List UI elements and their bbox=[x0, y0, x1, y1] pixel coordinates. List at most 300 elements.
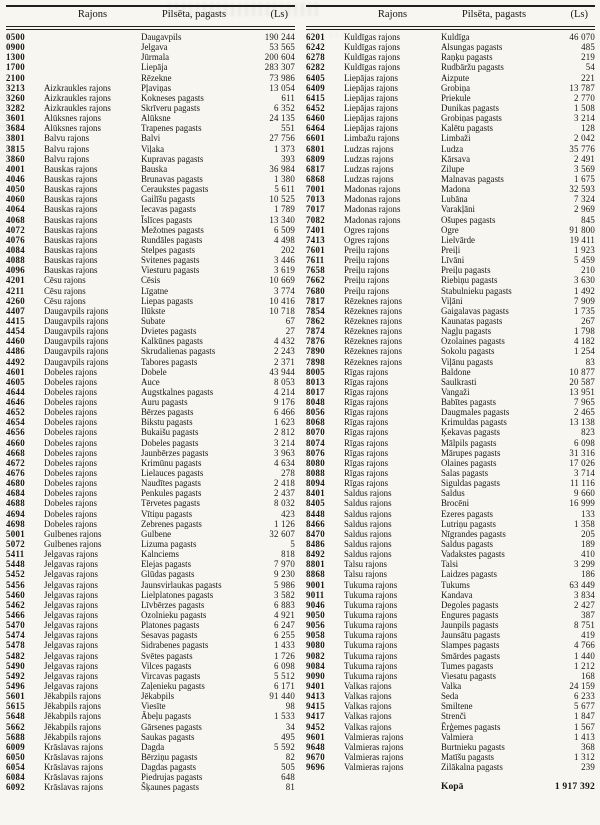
cell-code: 8088 bbox=[306, 468, 325, 479]
cell-amount: 54 bbox=[585, 62, 595, 73]
cell-rajons: Dobeles rajons bbox=[44, 488, 97, 499]
cell-code: 8801 bbox=[306, 559, 325, 570]
cell-rajons: Alūksnes rajons bbox=[44, 113, 101, 124]
table-row bbox=[306, 590, 595, 600]
cell-code: 3815 bbox=[6, 143, 25, 154]
cell-rajons: Rīgas rajons bbox=[344, 427, 389, 438]
cell-pilseta: Engures pagasts bbox=[441, 610, 499, 621]
cell-rajons: Valmieras rajons bbox=[344, 731, 404, 742]
cell-code: 7890 bbox=[306, 346, 325, 357]
cell-code: 9090 bbox=[306, 670, 325, 681]
cell-code: 9056 bbox=[306, 620, 325, 631]
cell-code: 4211 bbox=[6, 285, 25, 296]
cell-amount: 210 bbox=[581, 265, 595, 276]
cell-amount: 133 bbox=[581, 508, 595, 519]
cell-pilseta: Jēkabpils bbox=[141, 691, 175, 702]
cell-pilseta: Ābeļu pagasts bbox=[141, 711, 192, 722]
cell-rajons: Dobeles rajons bbox=[44, 386, 97, 397]
cell-amount: 845 bbox=[581, 214, 595, 225]
cell-code: 4644 bbox=[6, 386, 25, 397]
cell-pilseta: Degoles pagasts bbox=[441, 599, 499, 610]
cell-amount: 5 677 bbox=[574, 701, 595, 712]
table-row bbox=[6, 184, 295, 194]
cell-pilseta: Ērģemes pagasts bbox=[441, 721, 501, 732]
table-row bbox=[306, 275, 595, 285]
column-header-pilseta: Pilsēta, pagasts bbox=[161, 9, 227, 20]
cell-amount: 1 533 bbox=[274, 711, 295, 722]
cell-pilseta: Auce bbox=[141, 376, 160, 387]
cell-code: 0500 bbox=[6, 32, 25, 42]
table-row bbox=[306, 620, 595, 630]
table-header-row bbox=[6, 5, 295, 30]
cell-rajons: Valkas rajons bbox=[344, 721, 392, 732]
cell-code: 8068 bbox=[306, 417, 325, 428]
cell-rajons: Bauskas rajons bbox=[44, 265, 98, 276]
table-row bbox=[6, 742, 295, 752]
cell-pilseta: Platones pagasts bbox=[141, 620, 200, 631]
cell-code: 6092 bbox=[6, 782, 25, 793]
cell-amount: 128 bbox=[581, 123, 595, 134]
cell-amount: 7 970 bbox=[274, 559, 295, 570]
cell-rajons bbox=[44, 42, 141, 52]
cell-rajons: Bauskas rajons bbox=[44, 224, 98, 235]
cell-code: 9648 bbox=[306, 741, 325, 752]
cell-pilseta: Ilūkste bbox=[141, 305, 166, 316]
cell-amount: 4 432 bbox=[274, 336, 295, 347]
cell-rajons: Tukuma rajons bbox=[344, 640, 398, 651]
table-row bbox=[6, 549, 295, 559]
cell-amount: 283 307 bbox=[264, 62, 295, 73]
cell-amount: 5 bbox=[290, 539, 295, 550]
table-row bbox=[306, 215, 595, 225]
cell-amount: 53 565 bbox=[269, 42, 295, 53]
cell-code: 5411 bbox=[6, 549, 25, 560]
cell-code: 4698 bbox=[6, 518, 25, 529]
cell-amount: 5 459 bbox=[574, 255, 595, 266]
table-row bbox=[6, 630, 295, 640]
cell-rajons: Jelgavas rajons bbox=[44, 670, 98, 681]
table-row bbox=[6, 762, 295, 772]
cell-rajons: Rīgas rajons bbox=[344, 437, 389, 448]
table-row bbox=[6, 701, 295, 711]
table-row bbox=[6, 326, 295, 336]
cell-rajons: Jēkabpils rajons bbox=[44, 691, 101, 702]
cell-pilseta: Ogre bbox=[441, 224, 459, 235]
cell-pilseta: Līgatne bbox=[141, 285, 169, 296]
cell-pilseta: Krimūnu pagasts bbox=[141, 457, 202, 468]
table-row bbox=[6, 752, 295, 762]
table-row bbox=[6, 559, 295, 569]
cell-code: 6601 bbox=[306, 133, 325, 144]
cell-code: 5452 bbox=[6, 569, 25, 580]
cell-amount: 1 923 bbox=[574, 244, 595, 255]
cell-pilseta: Gaigalavas pagasts bbox=[441, 305, 509, 316]
cell-rajons: Dobeles rajons bbox=[44, 508, 97, 519]
table-row bbox=[306, 549, 595, 559]
cell-code: 6405 bbox=[306, 72, 325, 83]
table-row bbox=[6, 164, 295, 174]
table-row bbox=[6, 346, 295, 356]
cell-amount: 19 411 bbox=[569, 234, 595, 245]
table-row bbox=[306, 164, 595, 174]
table-row bbox=[306, 752, 595, 762]
cell-amount: 1 440 bbox=[574, 650, 595, 661]
cell-pilseta: Naudītes pagasts bbox=[141, 478, 201, 489]
cell-rajons: Dobeles rajons bbox=[44, 366, 97, 377]
cell-pilseta: Preiļi bbox=[441, 244, 461, 255]
cell-rajons: Jelgavas rajons bbox=[44, 650, 98, 661]
table-row bbox=[6, 204, 295, 214]
cell-rajons: Krāslavas rajons bbox=[44, 772, 103, 783]
cell-rajons: Preiļu rajons bbox=[344, 285, 390, 296]
cell-amount: 168 bbox=[581, 670, 595, 681]
cell-rajons: Valmieras rajons bbox=[344, 751, 404, 762]
cell-rajons: Dobeles rajons bbox=[44, 478, 97, 489]
cell-pilseta: Saukas pagasts bbox=[141, 731, 195, 742]
cell-amount: 239 bbox=[581, 762, 595, 773]
cell-amount: 3 619 bbox=[274, 265, 295, 276]
cell-code: 4050 bbox=[6, 184, 25, 195]
cell-pilseta: Talsi bbox=[441, 559, 459, 570]
cell-rajons: Liepājas rajons bbox=[344, 72, 398, 83]
cell-rajons: Valmieras rajons bbox=[344, 762, 404, 773]
cell-rajons: Balvu rajons bbox=[44, 143, 90, 154]
cell-rajons: Daugavpils rajons bbox=[44, 326, 109, 337]
cell-code: 4072 bbox=[6, 224, 25, 235]
cell-pilseta: Līvāni bbox=[441, 255, 465, 266]
cell-amount: 91 440 bbox=[269, 691, 295, 702]
cell-code: 7013 bbox=[306, 194, 325, 205]
cell-code: 4096 bbox=[6, 265, 25, 276]
table-body-left bbox=[6, 32, 295, 793]
cell-rajons: Saldus rajons bbox=[344, 528, 392, 539]
cell-code: 7413 bbox=[306, 234, 325, 245]
table-row bbox=[306, 245, 595, 255]
cell-rajons: Bauskas rajons bbox=[44, 194, 98, 205]
cell-rajons: Aizkraukles rajons bbox=[44, 92, 111, 103]
cell-rajons: Rīgas rajons bbox=[344, 407, 389, 418]
cell-rajons bbox=[44, 52, 141, 62]
cell-pilseta: Brocēni bbox=[441, 498, 470, 509]
cell-pilseta: Varakļāni bbox=[441, 204, 476, 215]
cell-rajons: Rīgas rajons bbox=[344, 397, 389, 408]
cell-rajons: Tukuma rajons bbox=[344, 599, 398, 610]
cell-code: 6278 bbox=[306, 52, 325, 63]
cell-rajons: Jēkabpils rajons bbox=[44, 731, 101, 742]
cell-pilseta: Saldus pagasts bbox=[441, 539, 494, 550]
cell-pilseta: Kalnciems bbox=[141, 549, 179, 560]
table-row bbox=[306, 468, 595, 478]
cell-code: 4486 bbox=[6, 346, 25, 357]
cell-pilseta: Zaļenieku pagasts bbox=[141, 681, 205, 691]
cell-code: 4672 bbox=[6, 457, 25, 468]
table-row bbox=[306, 448, 595, 458]
cell-amount: 6 352 bbox=[274, 102, 295, 113]
cell-rajons: Preiļu rajons bbox=[344, 244, 390, 255]
cell-amount: 186 bbox=[581, 569, 595, 580]
cell-rajons: Jelgavas rajons bbox=[44, 559, 98, 570]
table-row bbox=[6, 133, 295, 143]
cell-code: 7862 bbox=[306, 315, 325, 326]
cell-code: 7082 bbox=[306, 214, 325, 225]
table-row bbox=[306, 661, 595, 671]
cell-amount: 3 834 bbox=[574, 589, 595, 600]
cell-pilseta: Auru pagasts bbox=[141, 397, 188, 408]
cell-amount: 46 070 bbox=[569, 32, 595, 42]
cell-rajons: Tukuma rajons bbox=[344, 630, 398, 641]
cell-amount: 73 986 bbox=[269, 72, 295, 83]
cell-pilseta: Lizuma pagasts bbox=[141, 539, 197, 550]
cell-rajons: Rēzeknes rajons bbox=[344, 315, 402, 326]
cell-code: 9050 bbox=[306, 610, 325, 621]
cell-pilseta: Lubāna bbox=[441, 194, 468, 205]
cell-pilseta: Vangaži bbox=[441, 386, 470, 397]
cell-pilseta: Viesatu pagasts bbox=[441, 670, 496, 681]
cell-rajons: Ogres rajons bbox=[344, 234, 390, 245]
cell-code: 9415 bbox=[306, 701, 325, 712]
cell-rajons: Tukuma rajons bbox=[344, 589, 398, 600]
cell-amount: 81 bbox=[285, 782, 295, 793]
cell-amount: 1 735 bbox=[574, 305, 595, 316]
table-row bbox=[6, 144, 295, 154]
table-row bbox=[6, 620, 295, 630]
cell-code: 4646 bbox=[6, 397, 25, 408]
cell-pilseta: Ludza bbox=[441, 143, 464, 154]
cell-amount: 1 358 bbox=[574, 518, 595, 529]
cell-code: 3213 bbox=[6, 82, 25, 93]
cell-amount: 1 623 bbox=[274, 417, 295, 428]
cell-code: 3282 bbox=[6, 102, 25, 113]
cell-code: 6084 bbox=[6, 772, 25, 783]
table-row bbox=[306, 762, 595, 772]
cell-pilseta: Alsungas pagasts bbox=[441, 42, 503, 53]
cell-code: 8466 bbox=[306, 518, 325, 529]
cell-amount: 7 965 bbox=[574, 397, 595, 408]
cell-amount: 1 492 bbox=[574, 285, 595, 296]
cell-pilseta: Liepas pagasts bbox=[141, 295, 194, 306]
cell-amount: 32 607 bbox=[269, 528, 295, 539]
table-row bbox=[306, 387, 595, 397]
cell-code: 7611 bbox=[306, 255, 325, 266]
cell-rajons: Talsu rajons bbox=[344, 559, 388, 570]
table-row bbox=[6, 62, 295, 72]
table-row bbox=[306, 529, 595, 539]
cell-amount: 3 299 bbox=[574, 559, 595, 570]
column-header-rajons: Rajons bbox=[377, 9, 408, 20]
cell-amount: 9 230 bbox=[274, 569, 295, 580]
cell-amount: 4 921 bbox=[274, 610, 295, 621]
cell-amount: 393 bbox=[281, 153, 295, 164]
cell-amount: 10 877 bbox=[569, 366, 595, 377]
cell-rajons: Kuldīgas rajons bbox=[344, 52, 400, 63]
cell-rajons: Madonas rajons bbox=[344, 214, 401, 225]
table-row bbox=[6, 103, 295, 113]
cell-code: 7662 bbox=[306, 275, 325, 286]
cell-code: 8080 bbox=[306, 457, 325, 468]
table-row bbox=[6, 691, 295, 701]
table-row bbox=[6, 772, 295, 782]
cell-code: 5448 bbox=[6, 559, 25, 570]
table-row bbox=[6, 569, 295, 579]
cell-code: 8868 bbox=[306, 569, 325, 580]
cell-code: 5490 bbox=[6, 660, 25, 671]
cell-pilseta: Strenči bbox=[441, 711, 467, 722]
cell-amount: 3 446 bbox=[274, 255, 295, 266]
table-row bbox=[6, 275, 295, 285]
cell-code: 5601 bbox=[6, 691, 25, 702]
cell-code: 4605 bbox=[6, 376, 25, 387]
cell-rajons: Rīgas rajons bbox=[344, 457, 389, 468]
table-row bbox=[306, 255, 595, 265]
cell-code: 8401 bbox=[306, 488, 325, 499]
table-header-row bbox=[306, 5, 595, 30]
cell-code: 7680 bbox=[306, 285, 325, 296]
cell-code: 5456 bbox=[6, 579, 25, 590]
cell-rajons: Daugavpils rajons bbox=[44, 346, 109, 357]
cell-pilseta: Bērzes pagasts bbox=[141, 407, 194, 418]
cell-amount: 611 bbox=[281, 92, 295, 103]
table-row bbox=[6, 509, 295, 519]
cell-pilseta: Penkules pagasts bbox=[141, 488, 202, 499]
cell-pilseta: Limbaži bbox=[441, 133, 471, 144]
cell-pilseta: Nīgrandes pagasts bbox=[441, 528, 506, 539]
cell-pilseta: Valmiera bbox=[441, 731, 474, 742]
cell-rajons: Jelgavas rajons bbox=[44, 681, 98, 691]
cell-code: 5478 bbox=[6, 640, 25, 651]
cell-rajons: Dobeles rajons bbox=[44, 427, 97, 438]
column-header-pilseta: Pilsēta, pagasts bbox=[461, 9, 527, 20]
cell-rajons: Daugavpils rajons bbox=[44, 315, 109, 326]
table-row bbox=[6, 539, 295, 549]
cell-rajons: Aizkraukles rajons bbox=[44, 102, 111, 113]
cell-rajons: Rēzeknes rajons bbox=[344, 346, 402, 357]
table-row bbox=[6, 154, 295, 164]
cell-code: 4654 bbox=[6, 417, 25, 428]
cell-rajons: Saldus rajons bbox=[344, 539, 392, 550]
table-row bbox=[6, 336, 295, 346]
cell-amount: 278 bbox=[281, 468, 295, 479]
table-row bbox=[6, 316, 295, 326]
cell-code: 4601 bbox=[6, 366, 25, 377]
cell-amount: 27 756 bbox=[269, 133, 295, 144]
table-row bbox=[306, 438, 595, 448]
cell-pilseta: Sesavas pagasts bbox=[141, 630, 198, 641]
cell-code: 5662 bbox=[6, 721, 25, 732]
table-row bbox=[306, 671, 595, 681]
cell-pilseta: Daugmales pagasts bbox=[441, 407, 510, 418]
cell-pilseta: Stabulnieku pagasts bbox=[441, 285, 512, 296]
cell-rajons: Rīgas rajons bbox=[344, 366, 389, 377]
cell-pilseta: Vītiņu pagasts bbox=[141, 508, 193, 519]
cell-rajons: Limbažu rajons bbox=[344, 133, 400, 144]
cell-amount: 6 098 bbox=[574, 437, 595, 448]
cell-amount: 10 416 bbox=[269, 295, 295, 306]
table-row bbox=[306, 113, 595, 123]
cell-amount: 648 bbox=[281, 772, 295, 783]
cell-code: 4001 bbox=[6, 163, 25, 174]
cell-code: 3260 bbox=[6, 92, 25, 103]
cell-pilseta: Babītes pagasts bbox=[441, 397, 496, 408]
cell-pilseta: Skrudalienas pagasts bbox=[141, 346, 216, 357]
cell-code: 9696 bbox=[306, 762, 325, 773]
cell-amount: 9 660 bbox=[574, 488, 595, 499]
cell-amount: 13 787 bbox=[569, 82, 595, 93]
table-row bbox=[306, 42, 595, 52]
cell-code: 5466 bbox=[6, 610, 25, 621]
cell-rajons: Rīgas rajons bbox=[344, 468, 389, 479]
table-row bbox=[306, 559, 595, 569]
cell-pilseta: Daugavpils bbox=[141, 32, 182, 42]
cell-amount: 2 042 bbox=[574, 133, 595, 144]
cell-pilseta: Siguldas pagasts bbox=[441, 478, 500, 489]
cell-rajons: Dobeles rajons bbox=[44, 417, 97, 428]
table-row bbox=[306, 569, 595, 579]
cell-code: 8492 bbox=[306, 549, 325, 560]
cell-rajons: Daugavpils rajons bbox=[44, 336, 109, 347]
cell-pilseta: Gulbene bbox=[141, 528, 172, 539]
cell-pilseta: Viļāni bbox=[441, 295, 463, 306]
column-header-rajons: Rajons bbox=[77, 9, 108, 20]
cell-code: 7001 bbox=[306, 184, 325, 195]
table-row bbox=[6, 732, 295, 742]
table-row bbox=[306, 133, 595, 143]
cell-pilseta: Madona bbox=[441, 184, 471, 195]
cell-code: 6460 bbox=[306, 113, 325, 124]
cell-rajons: Valmieras rajons bbox=[344, 741, 404, 752]
cell-code: 4454 bbox=[6, 326, 25, 337]
cell-rajons: Jelgavas rajons bbox=[44, 610, 98, 621]
cell-amount: 818 bbox=[281, 549, 295, 560]
cell-code: 6054 bbox=[6, 762, 25, 773]
cell-pilseta: Olaines pagasts bbox=[441, 457, 497, 468]
cell-rajons: Preiļu rajons bbox=[344, 275, 390, 286]
cell-amount: 1 567 bbox=[574, 721, 595, 732]
cell-pilseta: Kandava bbox=[441, 589, 473, 600]
cell-pilseta: Viļaka bbox=[141, 143, 165, 154]
cell-amount: 24 135 bbox=[269, 113, 295, 124]
cell-amount: 6 255 bbox=[274, 630, 295, 641]
cell-code: 5482 bbox=[6, 650, 25, 661]
cell-rajons: Bauskas rajons bbox=[44, 255, 98, 266]
cell-amount: 8 032 bbox=[274, 498, 295, 509]
cell-rajons: Bauskas rajons bbox=[44, 184, 98, 195]
cell-amount: 200 604 bbox=[264, 52, 295, 63]
cell-pilseta: Rēzekne bbox=[141, 72, 172, 83]
cell-code: 4656 bbox=[6, 427, 25, 438]
table-row bbox=[6, 296, 295, 306]
cell-rajons: Dobeles rajons bbox=[44, 518, 97, 529]
table-row bbox=[306, 488, 595, 498]
cell-amount: 16 999 bbox=[569, 498, 595, 509]
cell-code: 5496 bbox=[6, 681, 25, 691]
cell-amount: 10 669 bbox=[269, 275, 295, 286]
table-row bbox=[6, 397, 295, 407]
cell-pilseta: Ozolnieku pagasts bbox=[141, 610, 207, 621]
cell-pilseta: Jaunpils pagasts bbox=[441, 620, 499, 631]
cell-amount: 20 587 bbox=[569, 376, 595, 387]
cell-pilseta: Lutriņu pagasts bbox=[441, 518, 496, 529]
cell-code: 4201 bbox=[6, 275, 25, 286]
cell-amount: 419 bbox=[581, 630, 595, 641]
cell-code: 4460 bbox=[6, 336, 25, 347]
cell-rajons: Saldus rajons bbox=[344, 488, 392, 499]
cell-amount: 32 593 bbox=[569, 184, 595, 195]
table-row bbox=[306, 83, 595, 93]
cell-code: 4694 bbox=[6, 508, 25, 519]
cell-pilseta: Matīšu pagasts bbox=[441, 751, 494, 762]
cell-rajons: Bauskas rajons bbox=[44, 244, 98, 255]
cell-rajons: Kuldīgas rajons bbox=[344, 42, 400, 53]
